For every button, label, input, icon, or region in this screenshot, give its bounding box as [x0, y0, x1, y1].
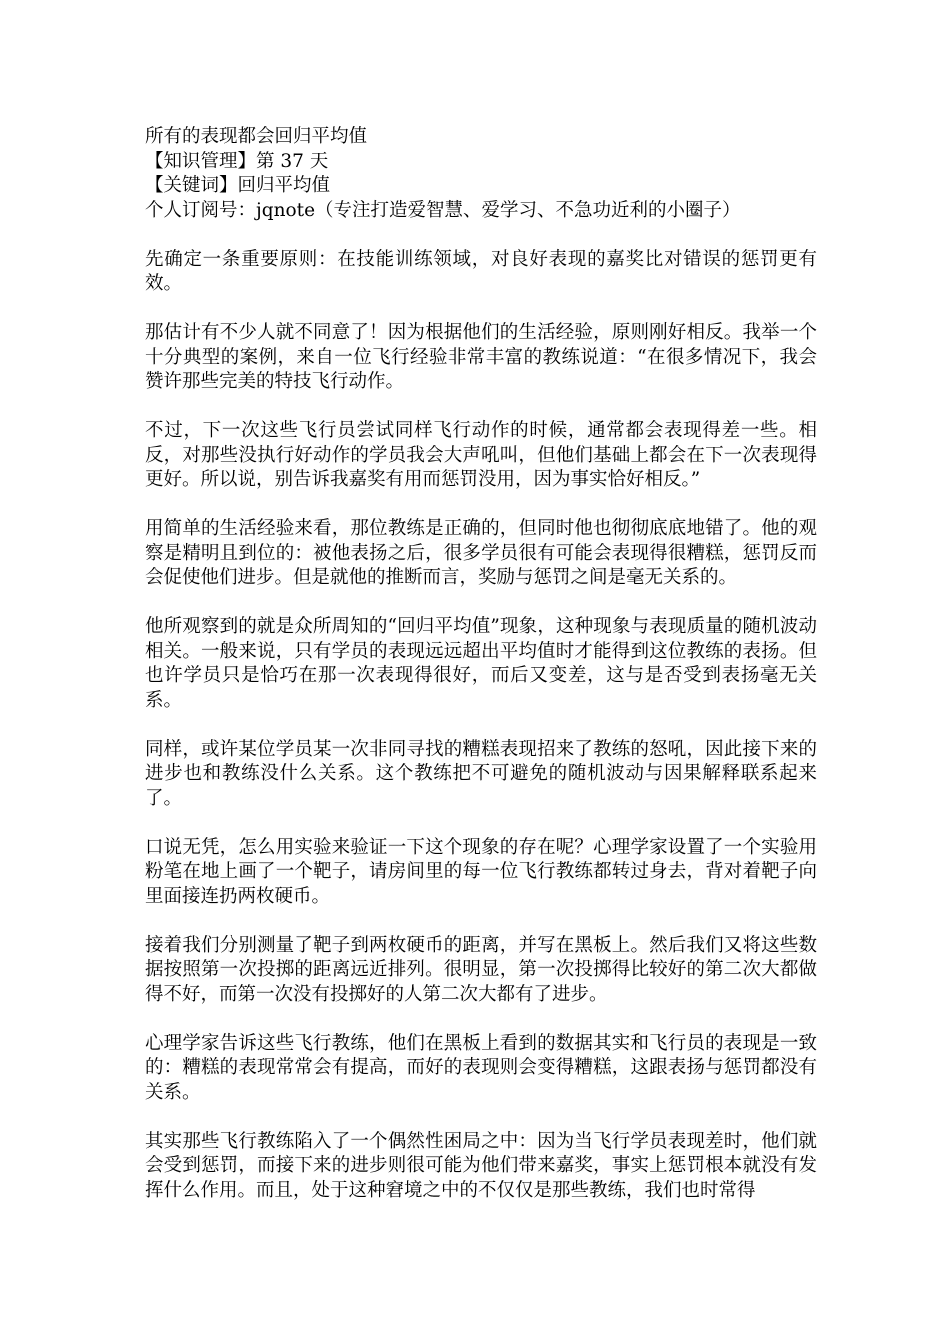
subscription-line: 个人订阅号：jqnote（专注打造爱智慧、爱学习、不急功近利的小圈子）: [145, 199, 741, 221]
paragraph-3: 不过，下一次这些飞行员尝试同样飞行动作的时候，通常都会表现得差一些。相反，对那些没执行好动作的学员我会大声吼叫，但他们基础上都会在下一次表现得更好。所以说，别告诉我嘉奖有用而惩罚没用，因为事实恰好相反。”: [145, 420, 817, 490]
document-page: [145, 125, 817, 1203]
paragraph-9: 心理学家告诉这些飞行教练，他们在黑板上看到的数据其实和飞行员的表现是一致的：糟糕的表现常常会有提高，而好的表现则会变得糟糕，这跟表扬与惩罚都没有关系。: [145, 1032, 817, 1103]
paragraph-4: 用简单的生活经验来看，那位教练是正确的，但同时他也彻彻底底地错了。他的观察是精明且到位的：被他表扬之后，很多学员很有可能会表现得很糟糕，惩罚反而会促使他们进步。但是就他的推断而言，奖励与惩罚之间是毫无关系的。: [145, 518, 817, 588]
keywords-line: 【关键词】回归平均值: [145, 175, 331, 196]
paragraph-8: 接着我们分别测量了靶子到两枚硬币的距离，并写在黑板上。然后我们又将这些数据按照第一次投掷的距离远近排列。很明显，第一次投掷得比较好的第二次大都做得不好，而第一次没有投掷好的人第二次大都有了进步。: [145, 934, 817, 1005]
category-line: 【知识管理】第 37 天: [145, 150, 329, 172]
paragraph-2: 那估计有不少人就不同意了！因为根据他们的生活经验，原则刚好相反。我举一个十分典型的案例，来自一位飞行经验非常丰富的教练说道：“在很多情况下，我会赞许那些完美的特技飞行动作。: [145, 322, 817, 392]
paragraph-6: 同样，或许某位学员某一次非同寻找的糟糕表现招来了教练的怒吼，因此接下来的进步也和教练没什么关系。这个教练把不可避免的随机波动与因果解释联系起来了。: [145, 738, 817, 809]
paragraph-5: 他所观察到的就是众所周知的“回归平均值”现象，这种现象与表现质量的随机波动相关。一般来说，只有学员的表现远远超出平均值时才能得到这位教练的表扬。但也许学员只是恰巧在那一次表现得很好，而后又变差，这与是否受到表扬毫无关系。: [145, 616, 817, 711]
paragraph-10: 其实那些飞行教练陷入了一个偶然性困局之中：因为当飞行学员表现差时，他们就会受到惩罚，而接下来的进步则很可能为他们带来嘉奖，事实上惩罚根本就没有发挥什么作用。而且，处于这种窘境之中的不仅仅是那些教练，我们也时常得: [145, 1130, 817, 1201]
article-title: 所有的表现都会回归平均值: [145, 126, 368, 147]
paragraph-1: 先确定一条重要原则：在技能训练领域，对良好表现的嘉奖比对错误的惩罚更有效。: [145, 248, 817, 294]
paragraph-7: 口说无凭，怎么用实验来验证一下这个现象的存在呢？心理学家设置了一个实验用粉笔在地上画了一个靶子，请房间里的每一位飞行教练都转过身去，背对着靶子向里面接连扔两枚硬币。: [145, 836, 817, 907]
article-header: [145, 125, 817, 223]
